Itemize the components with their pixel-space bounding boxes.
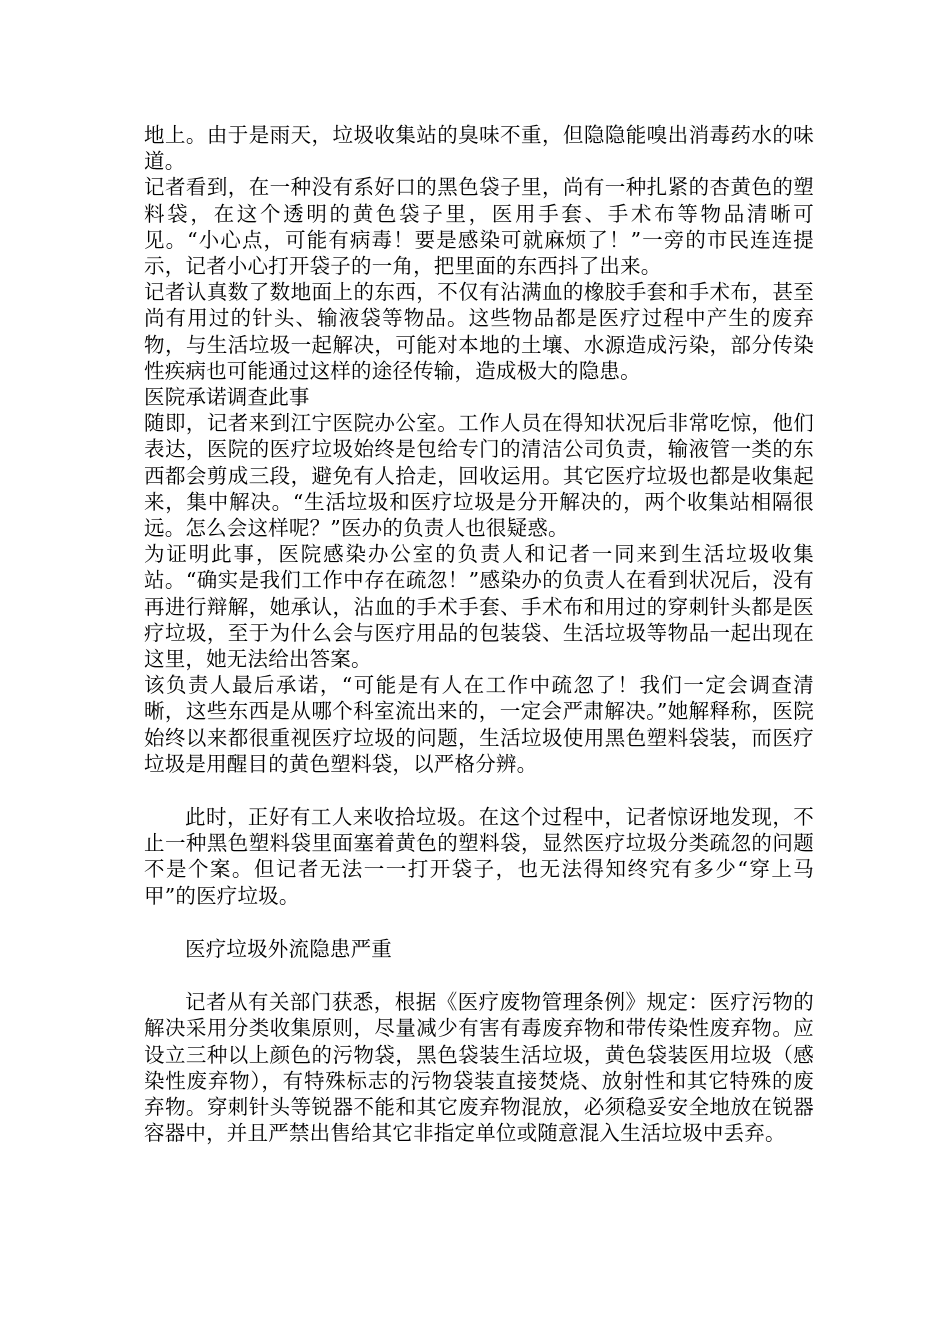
blank-line — [144, 962, 814, 989]
blank-line — [144, 777, 814, 804]
paragraph-1: 地上。由于是雨天，垃圾收集站的臭味不重，但隐隐能嗅出消毒药水的味道。 — [144, 123, 814, 174]
blank-line — [144, 909, 814, 936]
paragraph-5: 为证明此事，医院感染办公室的负责人和记者一同来到生活垃圾收集站。“确实是我们工作中存在疏忽！”感染办的负责人在看到状况后，没有再进行辩解，她承认，沾血的手术手套、手术布和用过的穿刺针头都是医疗垃圾，至于为什么会与医疗用品的包装袋、生活垃圾等物品一起出现在这里，她无法给出答案。 — [144, 542, 814, 672]
paragraph-3: 记者认真数了数地面上的东西，不仅有沾满血的橡胶手套和手术布，甚至尚有用过的针头、输液袋等物品。这些物品都是医疗过程中产生的废弃物，与生活垃圾一起解决，可能对本地的土壤、水源造成污染，部分传染性疾病也可能通过这样的途径传输，造成极大的隐患。 — [144, 280, 814, 383]
paragraph-4: 随即，记者来到江宁医院办公室。工作人员在得知状况后非常吃惊，他们表达，医院的医疗垃圾始终是包给专门的清洁公司负责，输液管一类的东西都会剪成三段，避免有人拾走，回收运用。其它医疗垃圾也都是收集起来，集中解决。“生活垃圾和医疗垃圾是分开解决的，两个收集站相隔很远。怎么会这样呢？”医办的负责人也很疑惑。 — [144, 411, 814, 541]
section-heading-risk: 医疗垃圾外流隐患严重 — [185, 936, 392, 961]
paragraph-6: 该负责人最后承诺，“可能是有人在工作中疏忽了！我们一定会调查清晰，这些东西是从哪个科室流出来的，一定会严肃解决。”她解释称，医院始终以来都很重视医疗垃圾的问题，生活垃圾使用黑色塑料袋装，而医疗垃圾是用醒目的黄色塑料袋，以严格分辨。 — [144, 673, 814, 776]
paragraph-8: 记者从有关部门获悉，根据《医疗废物管理条例》规定：医疗污物的解决采用分类收集原则，尽量减少有害有毒废弃物和带传染性废弃物。应设立三种以上颜色的污物袋，黑色袋装生活垃圾，黄色袋装医用垃圾（感染性废弃物），有特殊标志的污物袋装直接焚烧、放射性和其它特殊的废弃物。穿刺针头等锐器不能和其它废弃物混放，必须稳妥安全地放在锐器容器中，并且严禁出售给其它非指定单位或随意混入生活垃圾中丢弃。 — [144, 990, 814, 1146]
section-heading-investigation: 医院承诺调查此事 — [144, 385, 310, 410]
paragraph-7: 此时，正好有工人来收拾垃圾。在这个过程中，记者惊讶地发现，不止一种黑色塑料袋里面塞着黄色的塑料袋，显然医疗垃圾分类疏忽的问题不是个案。但记者无法一一打开袋子，也无法得知终究有多少“穿上马甲”的医疗垃圾。 — [144, 805, 814, 908]
document-page — [144, 122, 814, 1146]
paragraph-2: 记者看到，在一种没有系好口的黑色袋子里，尚有一种扎紧的杏黄色的塑料袋，在这个透明的黄色袋子里，医用手套、手术布等物品清晰可见。“小心点，可能有病毒！要是感染可就麻烦了！”一旁的市民连连提示，记者小心打开袋子的一角，把里面的东西抖了出来。 — [144, 175, 814, 279]
